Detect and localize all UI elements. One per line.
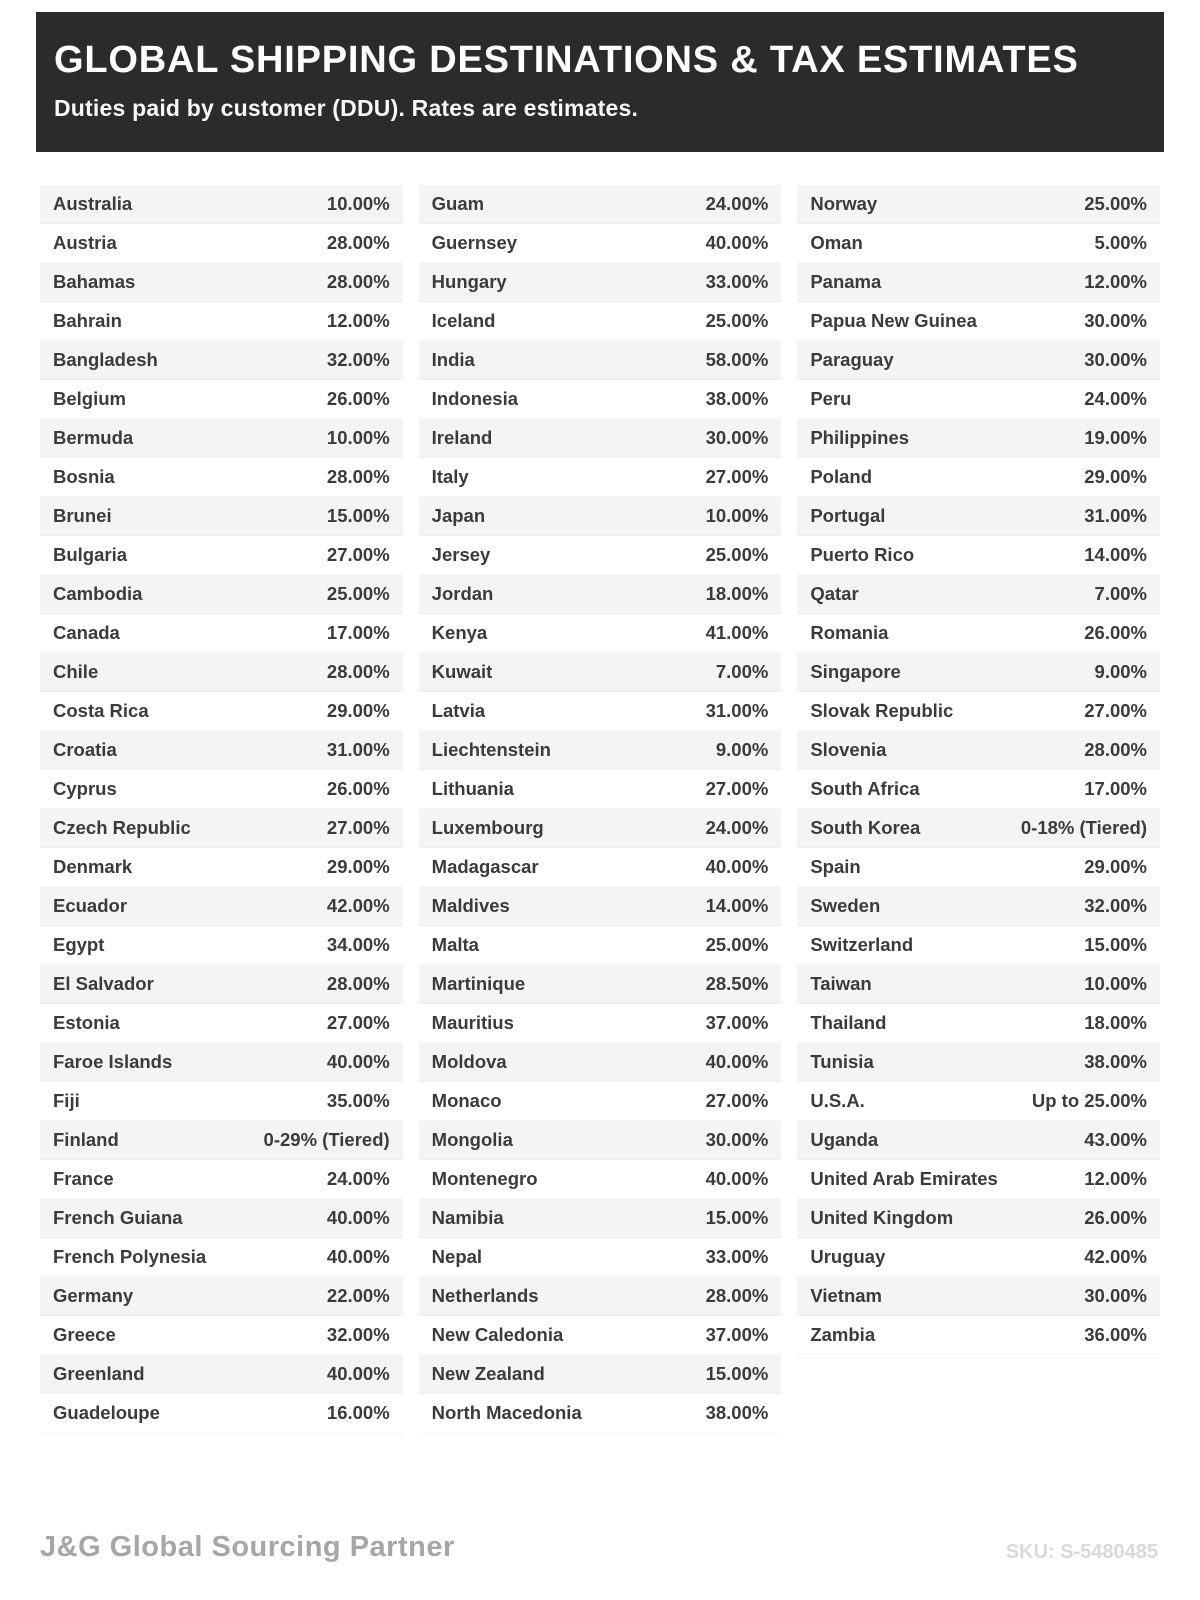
table-row (40, 965, 403, 1004)
table-row (40, 302, 403, 341)
country-name: Malta (431, 934, 479, 955)
tax-rate: 36.00% (1084, 1324, 1148, 1345)
country-name: France (53, 1168, 114, 1189)
tax-rate: 29.00% (326, 856, 390, 877)
tax-rate: 38.00% (705, 388, 769, 409)
table-row (40, 1238, 403, 1277)
country-name: Slovenia (810, 739, 887, 760)
table-row (797, 380, 1160, 419)
table-row (797, 419, 1160, 458)
country-name: Montenegro (431, 1168, 538, 1189)
country-name: Poland (810, 466, 873, 487)
country-name: Luxembourg (431, 817, 544, 838)
table-row (40, 341, 403, 380)
country-name: South Korea (810, 817, 921, 838)
tax-rate: 24.00% (326, 1168, 390, 1189)
tax-rate: 26.00% (1084, 622, 1148, 643)
table-row (40, 575, 403, 614)
tax-rate: 22.00% (326, 1285, 390, 1306)
table-row (40, 770, 403, 809)
country-name: Germany (53, 1285, 134, 1306)
country-name: Switzerland (810, 934, 914, 955)
table-row (797, 926, 1160, 965)
tax-rate: 7.00% (1094, 583, 1148, 604)
country-name: Denmark (53, 856, 133, 877)
table-row (797, 302, 1160, 341)
country-name: Guernsey (431, 232, 518, 253)
table-row (40, 731, 403, 770)
country-name: French Guiana (53, 1207, 183, 1228)
table-row (797, 653, 1160, 692)
table-row (419, 692, 782, 731)
country-name: Cyprus (53, 778, 117, 799)
table-row (40, 1043, 403, 1082)
table-row (40, 1082, 403, 1121)
table-row (419, 1355, 782, 1394)
table-row (419, 809, 782, 848)
table-row (419, 575, 782, 614)
table-row (797, 497, 1160, 536)
table-row (419, 224, 782, 263)
table-row (40, 458, 403, 497)
country-name: Portugal (810, 505, 886, 526)
page-title: GLOBAL SHIPPING DESTINATIONS & TAX ESTIMATES (54, 39, 1079, 81)
country-name: Slovak Republic (810, 700, 954, 721)
tax-rate: 28.50% (705, 973, 769, 994)
country-name: Latvia (431, 700, 486, 721)
table-row (797, 1004, 1160, 1043)
tax-rate: 10.00% (1084, 973, 1148, 994)
tax-rate: 40.00% (705, 1168, 769, 1189)
tax-rate: 40.00% (326, 1246, 390, 1267)
country-name: Kenya (431, 622, 488, 643)
table-row (797, 848, 1160, 887)
country-name: Paraguay (810, 349, 894, 370)
country-name: Peru (810, 388, 852, 409)
tax-rate: 25.00% (705, 934, 769, 955)
country-name: French Polynesia (53, 1246, 207, 1267)
tax-rate: 17.00% (326, 622, 390, 643)
tax-rate: 37.00% (705, 1012, 769, 1033)
country-name: Spain (810, 856, 861, 877)
tax-rate: 30.00% (1084, 310, 1148, 331)
table-row (797, 263, 1160, 302)
tax-rate: Up to 25.00% (1031, 1090, 1148, 1111)
country-name: Oman (810, 232, 863, 253)
country-name: Finland (53, 1129, 119, 1150)
country-name: Liechtenstein (431, 739, 551, 760)
table-row (419, 497, 782, 536)
table-row (40, 380, 403, 419)
table-row (419, 380, 782, 419)
country-name: Greece (53, 1324, 116, 1345)
country-name: Ecuador (53, 895, 128, 916)
tax-rate: 27.00% (326, 1012, 390, 1033)
tax-rate: 38.00% (705, 1402, 769, 1423)
table-row (40, 263, 403, 302)
table-row (419, 185, 782, 224)
tax-rate: 41.00% (705, 622, 769, 643)
country-name: India (431, 349, 475, 370)
tax-rate: 40.00% (705, 856, 769, 877)
tax-rate: 30.00% (705, 1129, 769, 1150)
country-name: South Africa (810, 778, 920, 799)
country-name: Guam (431, 193, 485, 214)
tax-rate: 27.00% (326, 544, 390, 565)
table-row (419, 341, 782, 380)
tax-rate: 31.00% (1084, 505, 1148, 526)
tax-rate: 16.00% (326, 1402, 390, 1423)
tax-rate: 14.00% (1084, 544, 1148, 565)
table-row (419, 1394, 782, 1433)
tax-rate: 18.00% (705, 583, 769, 604)
country-name: Romania (810, 622, 889, 643)
tax-rate: 25.00% (326, 583, 390, 604)
country-name: Puerto Rico (810, 544, 915, 565)
country-name: Hungary (431, 271, 507, 292)
table-row (40, 809, 403, 848)
country-name: Panama (810, 271, 882, 292)
table-row (419, 731, 782, 770)
country-name: Jersey (431, 544, 491, 565)
table-row (797, 965, 1160, 1004)
country-name: Japan (431, 505, 486, 526)
country-name: Czech Republic (53, 817, 191, 838)
tax-rate: 29.00% (1084, 466, 1148, 487)
tax-rate: 27.00% (1084, 700, 1148, 721)
table-row (797, 1082, 1160, 1121)
table-row (40, 224, 403, 263)
table-row (40, 185, 403, 224)
table-row (40, 1121, 403, 1160)
tax-rate: 27.00% (705, 1090, 769, 1111)
tax-rate: 40.00% (705, 232, 769, 253)
tax-rate: 32.00% (326, 349, 390, 370)
table-row (419, 302, 782, 341)
brand-name: J&G Global Sourcing Partner (40, 1531, 455, 1563)
table-row (797, 692, 1160, 731)
tax-rate: 31.00% (705, 700, 769, 721)
country-name: Guadeloupe (53, 1402, 160, 1423)
country-name: Singapore (810, 661, 901, 682)
tax-rate: 27.00% (705, 778, 769, 799)
country-name: Kuwait (431, 661, 493, 682)
tax-rate: 12.00% (1084, 271, 1148, 292)
tax-rate: 26.00% (326, 388, 390, 409)
rate-column-1 (40, 185, 403, 1433)
country-name: Croatia (53, 739, 117, 760)
table-row (797, 185, 1160, 224)
table-row (797, 1160, 1160, 1199)
country-name: United Arab Emirates (810, 1168, 998, 1189)
country-name: Zambia (810, 1324, 876, 1345)
country-name: Bulgaria (53, 544, 128, 565)
country-name: Costa Rica (53, 700, 149, 721)
tax-rate: 5.00% (1094, 232, 1148, 253)
table-row (40, 653, 403, 692)
table-row (419, 1160, 782, 1199)
table-row (797, 458, 1160, 497)
country-name: United Kingdom (810, 1207, 954, 1228)
tax-rate: 24.00% (705, 817, 769, 838)
tax-rate: 33.00% (705, 271, 769, 292)
table-row (40, 497, 403, 536)
tax-rate: 9.00% (715, 739, 769, 760)
tax-rate: 24.00% (1084, 388, 1148, 409)
table-row (419, 770, 782, 809)
country-name: Nepal (431, 1246, 483, 1267)
table-row (40, 1355, 403, 1394)
tax-rate: 26.00% (1084, 1207, 1148, 1228)
country-name: Norway (810, 193, 878, 214)
table-row (40, 1394, 403, 1433)
table-row (40, 1316, 403, 1355)
tax-rate: 25.00% (1084, 193, 1148, 214)
table-row (797, 1238, 1160, 1277)
shipping-rates-table (0, 185, 1200, 1433)
country-name: North Macedonia (431, 1402, 582, 1423)
tax-rate: 28.00% (705, 1285, 769, 1306)
table-row (419, 965, 782, 1004)
country-name: Uganda (810, 1129, 879, 1150)
table-row (419, 653, 782, 692)
country-name: Greenland (53, 1363, 145, 1384)
tax-rate: 17.00% (1084, 778, 1148, 799)
table-row (40, 614, 403, 653)
tax-rate: 25.00% (705, 544, 769, 565)
table-row (40, 536, 403, 575)
country-name: Philippines (810, 427, 910, 448)
table-row (419, 1277, 782, 1316)
footer (0, 1531, 1200, 1600)
table-row (40, 848, 403, 887)
table-row (40, 887, 403, 926)
country-name: Australia (53, 193, 133, 214)
tax-rate: 28.00% (326, 271, 390, 292)
tax-rate: 15.00% (705, 1207, 769, 1228)
table-row (797, 731, 1160, 770)
table-row (419, 1316, 782, 1355)
table-row (40, 1277, 403, 1316)
tax-rate: 28.00% (326, 232, 390, 253)
table-row (797, 1199, 1160, 1238)
tax-rate: 27.00% (326, 817, 390, 838)
tax-rate: 27.00% (705, 466, 769, 487)
country-name: Brunei (53, 505, 112, 526)
country-name: New Zealand (431, 1363, 545, 1384)
country-name: Uruguay (810, 1246, 886, 1267)
country-name: Tunisia (810, 1051, 874, 1072)
tax-rate: 42.00% (1084, 1246, 1148, 1267)
tax-rate: 12.00% (1084, 1168, 1148, 1189)
country-name: Fiji (53, 1090, 80, 1111)
country-name: Sweden (810, 895, 881, 916)
table-row (797, 1277, 1160, 1316)
country-name: Mauritius (431, 1012, 514, 1033)
country-name: Mongolia (431, 1129, 513, 1150)
tax-rate: 43.00% (1084, 1129, 1148, 1150)
country-name: Vietnam (810, 1285, 882, 1306)
table-row (797, 770, 1160, 809)
table-row (419, 1004, 782, 1043)
country-name: Maldives (431, 895, 510, 916)
country-name: Cambodia (53, 583, 143, 604)
table-row (797, 887, 1160, 926)
country-name: Taiwan (810, 973, 872, 994)
tax-rate: 15.00% (326, 505, 390, 526)
table-row (797, 809, 1160, 848)
table-row (40, 1199, 403, 1238)
tax-rate: 58.00% (705, 349, 769, 370)
rate-column-3 (797, 185, 1160, 1355)
table-row (419, 419, 782, 458)
tax-rate: 28.00% (326, 466, 390, 487)
table-row (419, 263, 782, 302)
table-row (40, 926, 403, 965)
country-name: Austria (53, 232, 117, 253)
country-name: Netherlands (431, 1285, 539, 1306)
country-name: Thailand (810, 1012, 887, 1033)
tax-rate: 9.00% (1094, 661, 1148, 682)
table-row (419, 1121, 782, 1160)
page-subtitle: Duties paid by customer (DDU). Rates are estimates. (54, 95, 639, 121)
country-name: Italy (431, 466, 469, 487)
country-name: Bosnia (53, 466, 115, 487)
country-name: Canada (53, 622, 120, 643)
tax-rate: 30.00% (1084, 349, 1148, 370)
tax-rate: 38.00% (1084, 1051, 1148, 1072)
table-row (419, 1082, 782, 1121)
country-name: Namibia (431, 1207, 504, 1228)
table-row (797, 1043, 1160, 1082)
table-row (419, 536, 782, 575)
tax-rate: 15.00% (705, 1363, 769, 1384)
table-row (419, 1238, 782, 1277)
table-row (419, 1043, 782, 1082)
country-name: Monaco (431, 1090, 502, 1111)
tax-rate: 32.00% (1084, 895, 1148, 916)
tax-rate: 30.00% (1084, 1285, 1148, 1306)
header-banner (36, 12, 1164, 152)
tax-rate: 40.00% (326, 1051, 390, 1072)
tax-rate: 10.00% (326, 193, 390, 214)
tax-rate: 10.00% (326, 427, 390, 448)
tax-rate: 25.00% (705, 310, 769, 331)
country-name: New Caledonia (431, 1324, 564, 1345)
tax-rate: 30.00% (705, 427, 769, 448)
tax-rate: 10.00% (705, 505, 769, 526)
table-row (419, 1199, 782, 1238)
tax-rate: 40.00% (326, 1363, 390, 1384)
country-name: Bermuda (53, 427, 134, 448)
tax-rate: 18.00% (1084, 1012, 1148, 1033)
country-name: Martinique (431, 973, 526, 994)
country-name: Indonesia (431, 388, 519, 409)
country-name: Jordan (431, 583, 494, 604)
table-row (797, 1316, 1160, 1355)
table-row (797, 224, 1160, 263)
tax-rate: 28.00% (326, 661, 390, 682)
tax-rate: 12.00% (326, 310, 390, 331)
sku-label: SKU: S-5480485 (1005, 1541, 1158, 1563)
tax-rate: 0-29% (Tiered) (263, 1129, 390, 1150)
country-name: Egypt (53, 934, 105, 955)
rate-column-2 (419, 185, 782, 1433)
tax-rate: 29.00% (326, 700, 390, 721)
tax-rate: 15.00% (1084, 934, 1148, 955)
tax-rate: 40.00% (705, 1051, 769, 1072)
country-name: Papua New Guinea (810, 310, 977, 331)
table-row (419, 458, 782, 497)
table-row (419, 887, 782, 926)
tax-rate: 26.00% (326, 778, 390, 799)
table-row (40, 1160, 403, 1199)
table-row (40, 692, 403, 731)
tax-rate: 24.00% (705, 193, 769, 214)
tax-rate: 33.00% (705, 1246, 769, 1267)
table-row (419, 848, 782, 887)
country-name: El Salvador (53, 973, 154, 994)
tax-rate: 28.00% (326, 973, 390, 994)
tax-rate: 29.00% (1084, 856, 1148, 877)
tax-rate: 37.00% (705, 1324, 769, 1345)
tax-rate: 42.00% (326, 895, 390, 916)
country-name: U.S.A. (810, 1090, 865, 1111)
table-row (419, 926, 782, 965)
table-row (797, 341, 1160, 380)
country-name: Lithuania (431, 778, 514, 799)
table-row (419, 614, 782, 653)
tax-rate: 40.00% (326, 1207, 390, 1228)
table-row (40, 1004, 403, 1043)
country-name: Faroe Islands (53, 1051, 173, 1072)
tax-rate: 19.00% (1084, 427, 1148, 448)
table-row (797, 614, 1160, 653)
country-name: Ireland (431, 427, 493, 448)
tax-rate: 32.00% (326, 1324, 390, 1345)
country-name: Bangladesh (53, 349, 158, 370)
table-row (797, 575, 1160, 614)
tax-rate: 7.00% (715, 661, 769, 682)
country-name: Madagascar (431, 856, 539, 877)
tax-rate: 28.00% (1084, 739, 1148, 760)
country-name: Qatar (810, 583, 859, 604)
country-name: Estonia (53, 1012, 120, 1033)
table-row (797, 536, 1160, 575)
country-name: Chile (53, 661, 99, 682)
country-name: Bahamas (53, 271, 136, 292)
tax-rate: 31.00% (326, 739, 390, 760)
country-name: Moldova (431, 1051, 507, 1072)
tax-rate: 14.00% (705, 895, 769, 916)
table-row (797, 1121, 1160, 1160)
country-name: Belgium (53, 388, 126, 409)
tax-rate: 34.00% (326, 934, 390, 955)
tax-rate: 35.00% (326, 1090, 390, 1111)
tax-rate: 0-18% (Tiered) (1020, 817, 1148, 838)
country-name: Bahrain (53, 310, 122, 331)
country-name: Iceland (431, 310, 496, 331)
table-row (40, 419, 403, 458)
